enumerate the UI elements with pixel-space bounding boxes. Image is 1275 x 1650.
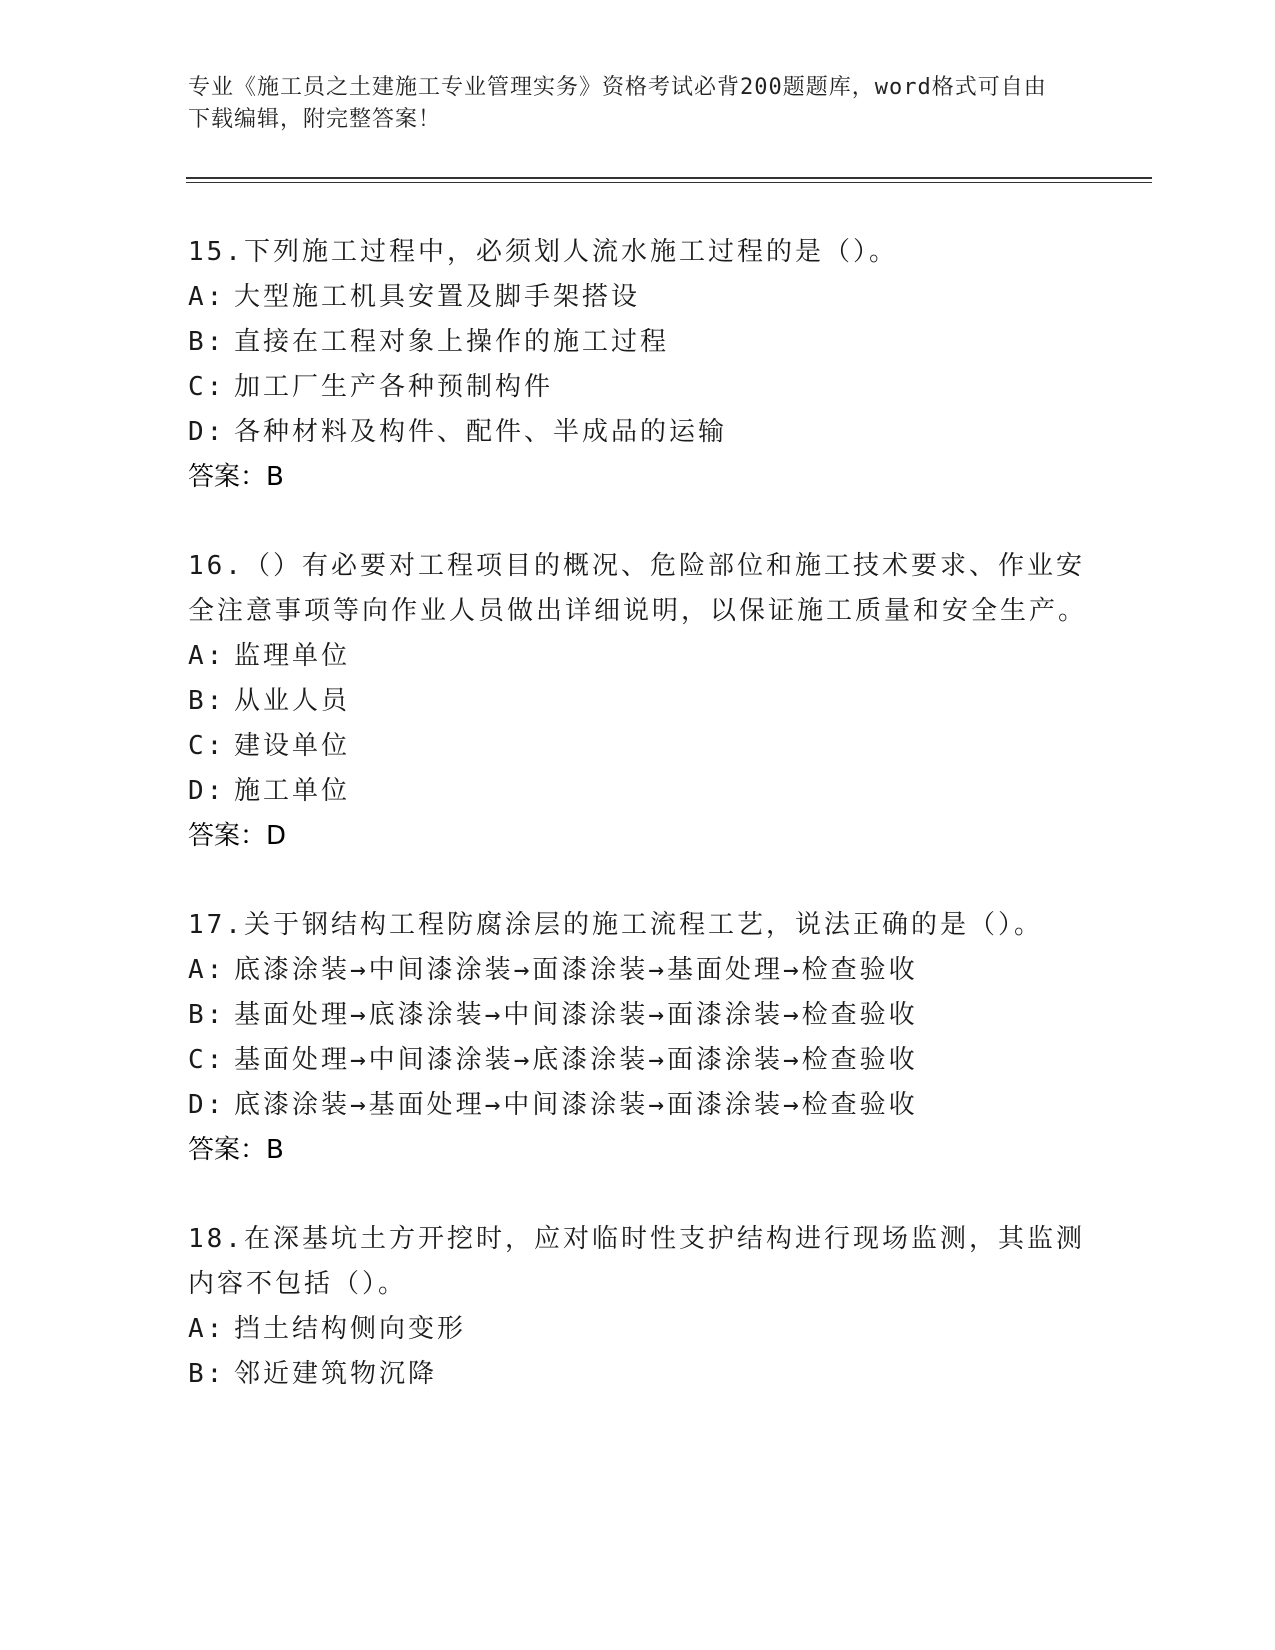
document-header: 专业《施工员之土建施工专业管理实务》资格考试必背200题题库，word格式可自由下载编辑，附完整答案！ [188,75,1047,132]
option-b [188,320,1088,365]
option-text: 基面处理→底漆涂装→中间漆涂装→面漆涂装→检查验收 [234,1000,918,1030]
option-b [188,679,1088,724]
option-letter: D: [188,776,226,806]
option-letter: B: [188,686,226,716]
option-c [188,365,1088,410]
answer: 答案：B [188,1135,284,1165]
option-text: 加工厂生产各种预制构件 [234,372,554,402]
option-text: 施工单位 [234,776,351,806]
question-text: 17.关于钢结构工程防腐涂层的施工流程工艺，说法正确的是（）。 [188,910,1043,940]
option-d [188,769,1088,814]
option-c [188,1038,1088,1083]
option-text: 从业人员 [234,686,351,716]
question-18 [188,1217,1088,1397]
question-17 [188,903,1088,1173]
option-letter: A: [188,955,226,985]
option-letter: A: [188,1314,226,1344]
option-letter: A: [188,282,226,312]
option-text: 基面处理→中间漆涂装→底漆涂装→面漆涂装→检查验收 [234,1045,918,1075]
option-text: 底漆涂装→基面处理→中间漆涂装→面漆涂装→检查验收 [234,1090,918,1120]
option-a [188,275,1088,320]
option-d [188,1083,1088,1128]
option-text: 直接在工程对象上操作的施工过程 [234,327,670,357]
header-divider-thin [186,182,1152,183]
option-text: 挡土结构侧向变形 [234,1314,467,1344]
option-letter: D: [188,417,226,447]
question-text: 15.下列施工过程中，必须划人流水施工过程的是（）。 [188,237,898,267]
option-d [188,410,1088,455]
option-letter: A: [188,641,226,671]
option-text: 建设单位 [234,731,351,761]
option-a [188,634,1088,679]
question-15 [188,230,1088,500]
option-letter: C: [188,1045,226,1075]
option-a [188,948,1088,993]
option-c [188,724,1088,769]
option-a [188,1307,1088,1352]
option-text: 监理单位 [234,641,351,671]
option-b [188,993,1088,1038]
header-divider-thick [186,177,1152,179]
option-text: 各种材料及构件、配件、半成品的运输 [234,417,728,447]
option-letter: B: [188,1000,226,1030]
question-list [188,230,1088,1441]
option-letter: C: [188,372,226,402]
option-letter: B: [188,1359,226,1389]
option-text: 底漆涂装→中间漆涂装→面漆涂装→基面处理→检查验收 [234,955,918,985]
answer: 答案：B [188,462,284,492]
option-text: 邻近建筑物沉降 [234,1359,438,1389]
option-letter: B: [188,327,226,357]
option-letter: C: [188,731,226,761]
option-letter: D: [188,1090,226,1120]
option-text: 大型施工机具安置及脚手架搭设 [234,282,641,312]
option-b [188,1352,1088,1397]
question-16 [188,544,1088,859]
answer: 答案：D [188,821,287,851]
question-text: 18.在深基坑土方开挖时，应对临时性支护结构进行现场监测，其监测内容不包括（）。 [188,1224,1085,1299]
question-text: 16.（）有必要对工程项目的概况、危险部位和施工技术要求、作业安全注意事项等向作业人员做出详细说明，以保证施工质量和安全生产。 [188,551,1088,626]
